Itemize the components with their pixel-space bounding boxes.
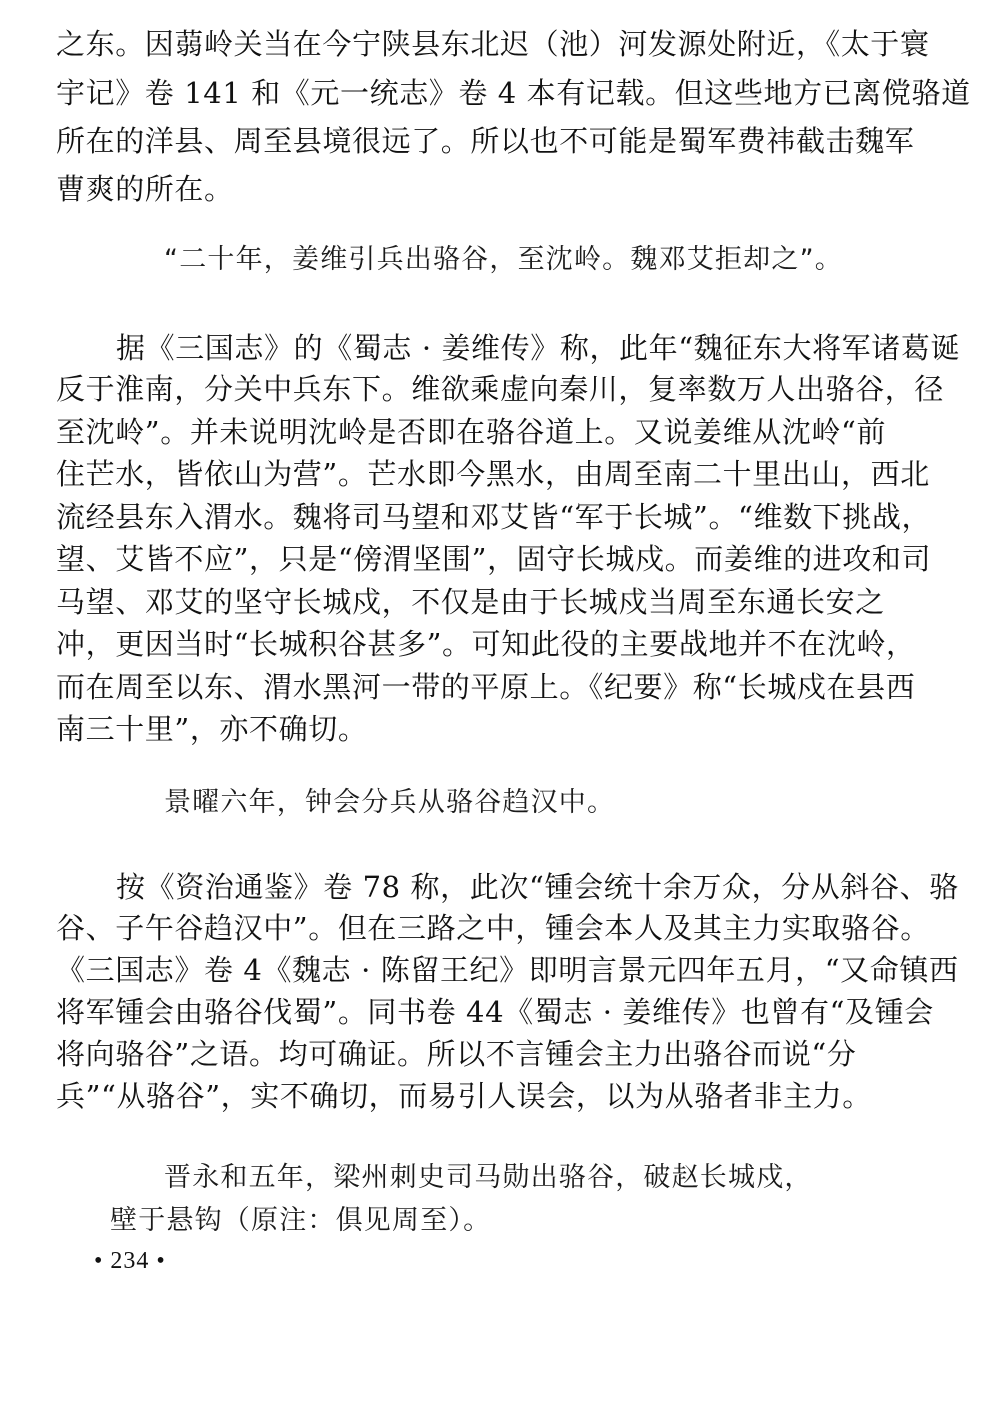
page-number: • 234 • [94,1248,166,1274]
text-line: 之东。因蒻岭关当在今宁陕县东北迟（池）河发源处附近，《太于寰 [56,27,930,61]
text-line: 冲，更因当时“长城积谷甚多”。可知此役的主要战地并不在沈岭， [56,627,916,661]
text-line: 马望、邓艾的坚守长城戍，不仅是由于长城戍当周至东通长安之 [56,585,885,619]
quoted-heading: 晋永和五年，梁州刺史司马勋出骆谷，破赵长城戍， [164,1162,813,1193]
quoted-heading: 景曜六年，钟会分兵从骆谷趋汉中。 [164,787,616,818]
text-line: 至沈岭”。并未说明沈岭是否即在骆谷道上。又说姜维从沈岭“前 [56,415,887,449]
text-line: 据《三国志》的《蜀志 · 姜维传》称，此年“魏征东大将军诸葛诞 [116,331,961,365]
text-line: 而在周至以东、渭水黑河一带的平原上。《纪要》称“长城戍在县西 [56,670,916,704]
text-line: 反于淮南，分关中兵东下。维欲乘虚向秦川，复率数万人出骆谷，径 [56,372,945,406]
text-line: 按《资治通鉴》卷 78 称，此次“锺会统十余万众，分从斜谷、骆 [116,870,959,904]
text-line: 兵”“从骆谷”，实不确切，而易引人误会，以为从骆者非主力。 [56,1079,872,1113]
text-line: 流经县东入渭水。魏将司马望和邓艾皆“军于长城”。“维数下挑战， [56,500,932,534]
text-line: 所在的洋县、周至县境很远了。所以也不可能是蜀军费祎截击魏军 [56,124,915,158]
text-line: 南三十里”，亦不确切。 [56,712,368,746]
text-line: 谷、子午谷趋汉中”。但在三路之中，锺会本人及其主力实取骆谷。 [56,911,930,945]
text-line: 住芒水，皆依山为营”。芒水即今黑水，由周至南二十里出山，西北 [56,457,930,491]
text-line: 将向骆谷”之语。均可确证。所以不言锺会主力出骆谷而说“分 [56,1037,857,1071]
text-line: 将军锺会由骆谷伐蜀”。同书卷 44《蜀志 · 姜维传》也曾有“及锺会 [56,995,934,1029]
text-line: 曹爽的所在。 [56,172,234,206]
text-line: 《三国志》卷 4《魏志 · 陈留王纪》即明言景元四年五月，“又命镇西 [56,953,959,987]
quoted-heading-continuation: 壁于悬钩（原注：俱见周至）。 [110,1205,492,1236]
quoted-heading: “二十年，姜维引兵出骆谷，至沈岭。魏邓艾拒却之”。 [164,244,843,275]
text-line: 望、艾皆不应”，只是“傍渭坚围”，固守长城戍。而姜维的进攻和司 [56,542,932,576]
text-line: 宇记》卷 141 和《元一统志》卷 4 本有记载。但这些地方已离傥骆道 [56,76,971,110]
